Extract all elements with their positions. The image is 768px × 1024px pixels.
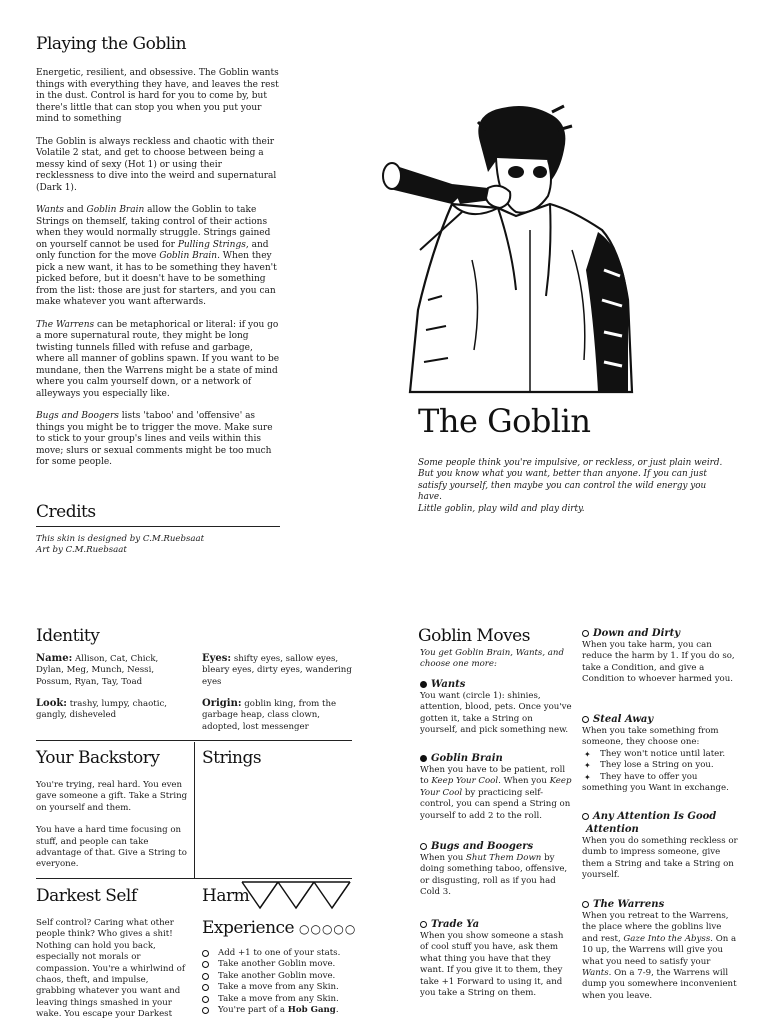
playing-paragraph-2: The Goblin is always reckless and chaotic with their Volatile 2 stat, and get to choose between being a messy kind of sexy (Hot 1) or using their recklessness to dive into the weird and supernatural (Dark 1).	[36, 136, 277, 193]
harm-box-2	[278, 882, 314, 908]
move-checkbox[interactable]	[582, 716, 589, 723]
playing-paragraph-1: Energetic, resilient, and obsessive. The Goblin wants things with everything they have, and leaves the rest in the dust. Control is hard for you to come by, but there's little that can stop you when you put your mind to something	[36, 68, 279, 124]
experience-track[interactable]: ○○○○○	[299, 922, 357, 936]
list-item: ✦ They lose a String on you.	[582, 760, 738, 771]
credits-design: This skin is designed by C.M.Ruebsaat	[36, 534, 205, 544]
move-checkbox[interactable]	[420, 921, 427, 928]
playing-paragraph-5: Bugs and Boogers lists 'taboo' and 'offensive' as things you might be to trigger the move. Make sure to stick to your group's lines and veils within this move; slurs or sexual comments might be too much for some people.	[36, 411, 273, 467]
divider-backstory	[36, 878, 352, 879]
move-goblin-brain: Goblin Brain When you have to be patient, roll to Keep Your Cool. When you Keep Your Cool by practicing self-control, you can spend a String on yourself to add 2 to the roll.	[420, 753, 572, 821]
backstory-paragraph-2: You have a hard time focusing on stuff, and people can take advantage of that. Give a String to everyone.	[36, 825, 187, 870]
goblin-illustration	[302, 100, 722, 400]
move-down-and-dirty: Down and Dirty When you take harm, you can reduce the harm by 1. If you do so, take a Condition, and give a Condition to whoever harmed you.	[582, 628, 735, 685]
skin-intro: Some people think you're impulsive, or reckless, or just plain weird. But you know what you want, better than anyone. If you can just satisfy yourself, then maybe you can control the wild energy you have.	[418, 458, 723, 503]
backstory-title: Your Backstory	[36, 748, 160, 768]
experience-item[interactable]: Take another Goblin move.	[202, 971, 362, 982]
experience-item[interactable]: Take a move from any Skin.	[202, 982, 362, 993]
experience-item[interactable]: Add +1 to one of your stats.	[202, 948, 362, 959]
experience-item[interactable]: You're part of a Hob Gang.	[202, 1005, 362, 1016]
identity-origin: Origin: goblin king, from the garbage heap, class clown, adopted, lost messenger	[202, 698, 337, 732]
harm-track[interactable]	[240, 880, 352, 910]
strings-title: Strings	[202, 748, 262, 768]
credits-divider	[36, 526, 280, 527]
playing-title: Playing the Goblin	[36, 34, 187, 54]
credits-section	[36, 534, 280, 556]
credits-title: Credits	[36, 502, 96, 522]
move-checkbox[interactable]	[582, 630, 589, 637]
move-checkbox[interactable]	[420, 843, 427, 850]
divider-vertical	[194, 742, 195, 878]
playing-paragraph-3: Wants and Goblin Brain allow the Goblin to take Strings on themself, taking control of their actions when they would normally struggle. Strings gained on yourself cannot be used for Pulling Strings, and only function for the move Goblin Brain. When they pick a new want, it has to be something they haven't picked before, but it doesn't have to be something from the list: those are just for starters, and you can make whatever you want afterwards.	[36, 205, 277, 307]
identity-name: Name: Allison, Cat, Chick, Dylan, Meg, Munch, Nessi, Possum, Ryan, Tay, Toad	[36, 653, 159, 687]
move-checkbox[interactable]	[420, 755, 427, 762]
backstory-section	[36, 780, 188, 871]
divider-identity	[36, 740, 352, 741]
backstory-paragraph-1: You're trying, real hard. You even gave someone a gift. Take a String on yourself and them.	[36, 780, 188, 813]
move-steal-away: Steal Away When you take something from someone, they choose one: ✦ They won't notice until later. ✦ They lose a String on you. ✦ They have to offer you something you Want in exchange.	[582, 713, 738, 794]
harm-box-1	[242, 882, 278, 908]
identity-title: Identity	[36, 626, 100, 646]
experience-list	[202, 948, 362, 1016]
move-trade-ya: Trade Ya When you show someone a stash of cool stuff you have, ask them what thing you have that they want. If you give it to them, they take +1 Forward to using it, and you take a String on them.	[420, 919, 564, 999]
darkest-title: Darkest Self	[36, 886, 137, 906]
move-checkbox[interactable]	[582, 813, 589, 820]
playing-section	[36, 68, 282, 469]
move-any-attention: Any Attention Is Good Attention When you do something reckless or dumb to impress someone, give them a String and take a String on yourself.	[582, 811, 738, 881]
darkest-text: Self control? Caring what other people think? Who gives a shit! Nothing can hold you back, especially not morals or compassion. You're a whirlwind of chaos, theft, and impulse, grabbing whatever you want and leaving things smashed in your wake. You escape your Darkest	[36, 918, 186, 1020]
steal-away-options	[582, 749, 738, 783]
experience-item[interactable]: Take a move from any Skin.	[202, 994, 362, 1005]
move-wants: Wants You want (circle 1): shinies, attention, blood, pets. Once you've gotten it, take a String on yourself, and pick something new.	[420, 679, 572, 736]
skin-title: The Goblin	[418, 402, 591, 440]
moves-intro: You get Goblin Brain, Wants, and choose one more:	[420, 648, 564, 670]
list-item: ✦ They won't notice until later.	[582, 749, 738, 760]
experience-title: Experience ○○○○○	[202, 918, 357, 938]
harm-title: Harm	[202, 886, 250, 906]
move-checkbox[interactable]	[582, 901, 589, 908]
move-checkbox[interactable]	[420, 681, 427, 688]
playing-paragraph-4: The Warrens can be metaphorical or literal: if you go a more supernatural route, they might be long twisting tunnels filled with refuse and garbage, where all manner of goblins spawn. If you want to be mundane, then the Warrens might be a state of mind where you calm yourself down, or a network of alleyways you especially like.	[36, 319, 280, 399]
move-the-warrens: The Warrens When you retreat to the Warrens, the place where the goblins live and rest, Gaze Into the Abyss. On a 10 up, the Warrens will give you what you need to satisfy your Wants. On a 7-9, the Warrens will dump you somewhere inconvenient when you leave.	[582, 899, 737, 1001]
moves-title: Goblin Moves	[418, 626, 530, 646]
bottle-icon	[383, 163, 492, 204]
list-item: ✦ They have to offer you	[582, 772, 738, 783]
experience-item[interactable]: Take another Goblin move.	[202, 959, 362, 970]
move-bugs-and-boogers: Bugs and Boogers When you Shut Them Down by doing something taboo, offensive, or disgusting, roll as if you had Cold 3.	[420, 841, 568, 898]
identity-eyes: Eyes: shifty eyes, sallow eyes, bleary eyes, dirty eyes, wandering eyes	[202, 653, 352, 687]
identity-look: Look: trashy, lumpy, chaotic, gangly, disheveled	[36, 698, 168, 721]
skin-tagline: Little goblin, play wild and play dirty.	[418, 504, 585, 514]
harm-box-3	[314, 882, 350, 908]
credits-art: Art by C.M.Ruebsaat	[36, 545, 127, 555]
